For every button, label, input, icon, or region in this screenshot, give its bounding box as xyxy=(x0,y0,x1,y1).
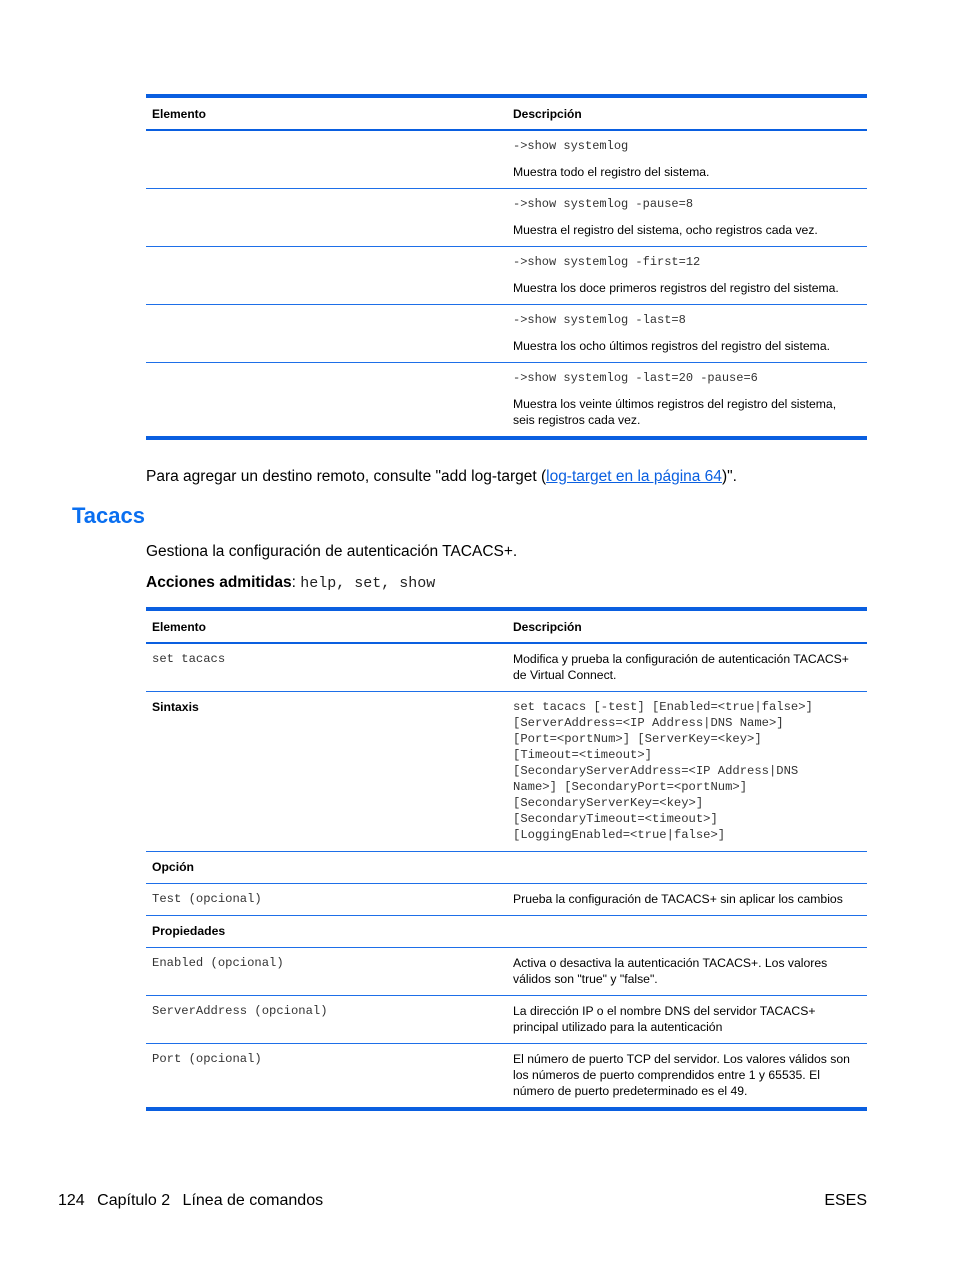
description-cell: El número de puerto TCP del servidor. Los valores válidos son los números de puerto comprendidos entre 1 y 65535. El número de puerto predeterminado es el 49. xyxy=(507,1044,867,1110)
actions-separator: : xyxy=(291,574,301,591)
table-row xyxy=(146,1044,867,1110)
supported-actions xyxy=(146,574,435,592)
table-row xyxy=(146,363,867,439)
command-example: ->show systemlog -last=20 -pause=6 xyxy=(513,371,758,385)
chapter-title: Línea de comandos xyxy=(182,1192,324,1209)
syntax-cell xyxy=(507,692,867,852)
description-cell: Modifica y prueba la configuración de autenticación TACACS+ de Virtual Connect. xyxy=(507,643,867,692)
command-description: Muestra todo el registro del sistema. xyxy=(513,165,710,179)
column-header-descripcion: Descripción xyxy=(507,96,867,130)
element-cell: Test (opcional) xyxy=(146,884,507,916)
description-cell: La dirección IP o el nombre DNS del servidor TACACS+ principal utilizado para la autenticación xyxy=(507,996,867,1044)
syntax-line: set tacacs [-test] [Enabled=<true|false>] xyxy=(513,700,813,714)
table-row xyxy=(146,247,867,305)
table-row xyxy=(146,884,867,916)
table-row xyxy=(146,189,867,247)
log-target-link[interactable]: log-target en la página 64 xyxy=(546,468,722,485)
element-cell xyxy=(146,189,507,247)
column-header-elemento: Elemento xyxy=(146,96,507,130)
description-cell xyxy=(507,305,867,363)
element-cell: Enabled (opcional) xyxy=(146,948,507,996)
description-cell: Activa o desactiva la autenticación TACACS+. Los valores válidos son "true" y "false". xyxy=(507,948,867,996)
table-row xyxy=(146,852,867,884)
table-row xyxy=(146,916,867,948)
syntax-line: [ServerAddress=<IP Address|DNS Name>] xyxy=(513,716,784,730)
element-cell: ServerAddress (opcional) xyxy=(146,996,507,1044)
description-cell xyxy=(507,189,867,247)
element-cell: set tacacs xyxy=(146,643,507,692)
table-row xyxy=(146,692,867,852)
tacacs-table xyxy=(146,607,867,1111)
table-row xyxy=(146,996,867,1044)
systemlog-examples-table xyxy=(146,94,867,440)
element-cell xyxy=(146,130,507,189)
element-cell: Port (opcional) xyxy=(146,1044,507,1110)
element-cell xyxy=(146,247,507,305)
table-header-row xyxy=(146,96,867,130)
syntax-line: Name>] [SecondaryPort=<portNum>] xyxy=(513,780,748,794)
command-description: Muestra los veinte últimos registros del registro del sistema, seis registros cada vez. xyxy=(513,397,837,427)
column-header-elemento: Elemento xyxy=(146,609,507,643)
command-example: ->show systemlog -first=12 xyxy=(513,255,701,269)
description-cell: Prueba la configuración de TACACS+ sin aplicar los cambios xyxy=(507,884,867,916)
table-row xyxy=(146,130,867,189)
element-cell xyxy=(146,363,507,439)
note-text-after: )". xyxy=(721,468,737,485)
command-example: ->show systemlog xyxy=(513,139,629,153)
element-cell xyxy=(146,305,507,363)
syntax-line: [SecondaryServerKey=<key>] xyxy=(513,796,704,810)
note-text-before: Para agregar un destino remoto, consulte "add log-target ( xyxy=(146,468,547,485)
locale-code: ESES xyxy=(824,1192,867,1209)
table-header-row xyxy=(146,609,867,643)
command-description: Muestra los doce primeros registros del registro del sistema. xyxy=(513,281,839,295)
syntax-line: [SecondaryTimeout=<timeout>] xyxy=(513,812,718,826)
syntax-line: [Port=<portNum>] [ServerKey=<key>] xyxy=(513,732,762,746)
table-row xyxy=(146,948,867,996)
remote-target-note xyxy=(146,468,737,486)
command-example: ->show systemlog -last=8 xyxy=(513,313,686,327)
actions-values: help, set, show xyxy=(300,575,436,592)
table-row xyxy=(146,305,867,363)
syntax-line: [LoggingEnabled=<true|false>] xyxy=(513,828,726,842)
syntax-line: [Timeout=<timeout>] xyxy=(513,748,652,762)
chapter-label: Capítulo 2 xyxy=(97,1192,171,1209)
description-cell xyxy=(507,363,867,439)
description-cell xyxy=(507,247,867,305)
command-description: Muestra el registro del sistema, ocho registros cada vez. xyxy=(513,223,818,237)
command-description: Muestra los ocho últimos registros del registro del sistema. xyxy=(513,339,830,353)
syntax-line: [SecondaryServerAddress=<IP Address|DNS xyxy=(513,764,799,778)
description-cell xyxy=(507,130,867,189)
element-cell: Opción xyxy=(146,852,507,884)
table-row xyxy=(146,643,867,692)
command-example: ->show systemlog -pause=8 xyxy=(513,197,694,211)
element-cell: Propiedades xyxy=(146,916,507,948)
column-header-descripcion: Descripción xyxy=(507,609,867,643)
page-footer xyxy=(58,1192,331,1210)
page-number: 124 xyxy=(58,1192,85,1209)
actions-label: Acciones admitidas xyxy=(146,574,292,591)
description-cell xyxy=(507,916,867,948)
description-cell xyxy=(507,852,867,884)
section-intro: Gestiona la configuración de autenticación TACACS+. xyxy=(146,543,518,560)
element-cell: Sintaxis xyxy=(146,692,507,852)
section-title: Tacacs xyxy=(72,503,145,528)
